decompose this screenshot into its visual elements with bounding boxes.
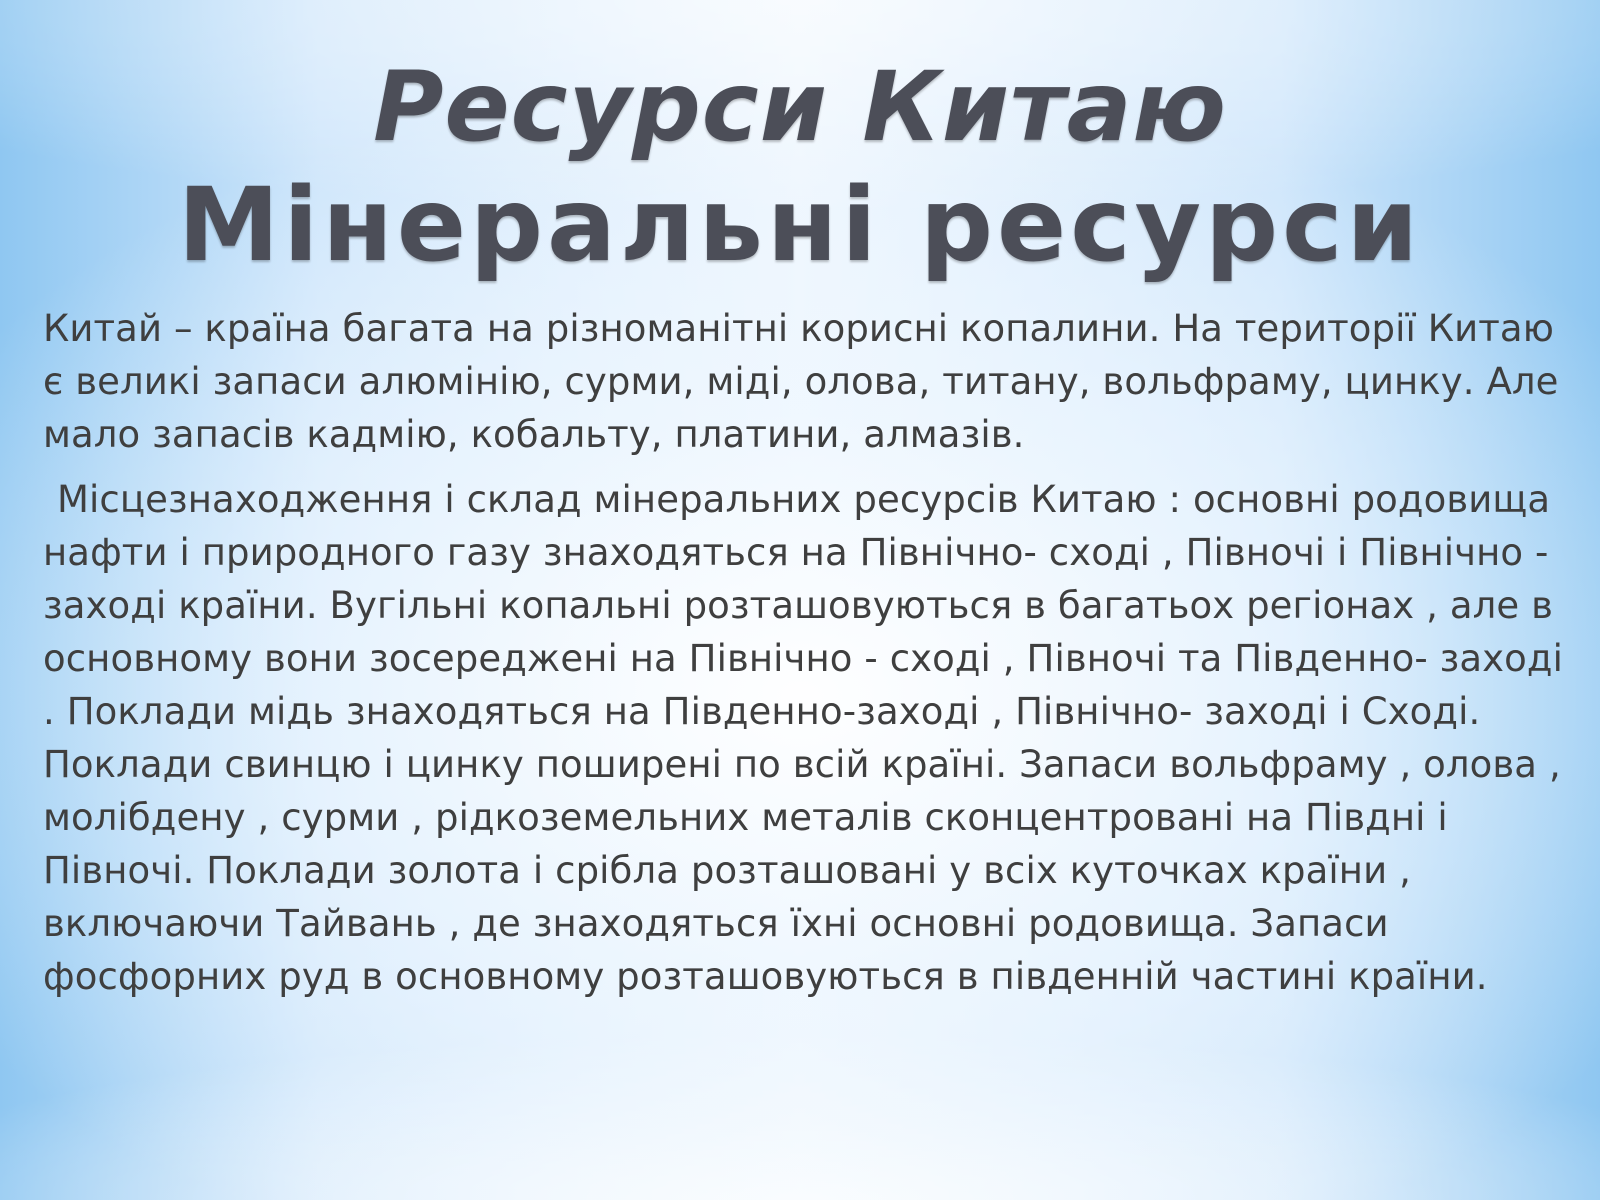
slide-subtitle [0,168,1600,284]
title-line-1: Ресурси Китаю [373,51,1227,163]
slide-body [43,302,1563,1003]
paragraph-resources-overview: Китай – країна багата на різноманітні корисні копалини. На території Китаю є великі запаси алюмінію, сурми, міді, олова, титану, вольфраму, цинку. Але мало запасів кадмію, кобальту, платини, алмазів. [43,307,1559,456]
paragraph-resources-location: Місцезнаходження і склад мінеральних ресурсів Китаю : основні родовища нафти і природного газу знаходяться на Північно- сході , Півночі і Північно - заході країни. Вугільні копальні розташовуються в багатьох регіонах , але в основному вони зосереджені на Північно - сході , Півночі та Південно- заході . Поклади мідь знаходяться на Південно-заході , Північно- заході і Сході. Поклади свинцю і цинку поширені по всій країні. Запаси вольфраму , олова , молібдену , сурми , рідкоземельних металів сконцентровані на Півдні і Півночі. Поклади золота і срібла розташовані у всіх куточках країни , включаючи Тайвань , де знаходяться їхні основні родовища. Запаси фосфорних руд в основному розташовуються в південній частині країни. [43,478,1563,998]
slide-title [0,52,1600,162]
title-line-2: Мінеральні ресурси [177,166,1423,285]
